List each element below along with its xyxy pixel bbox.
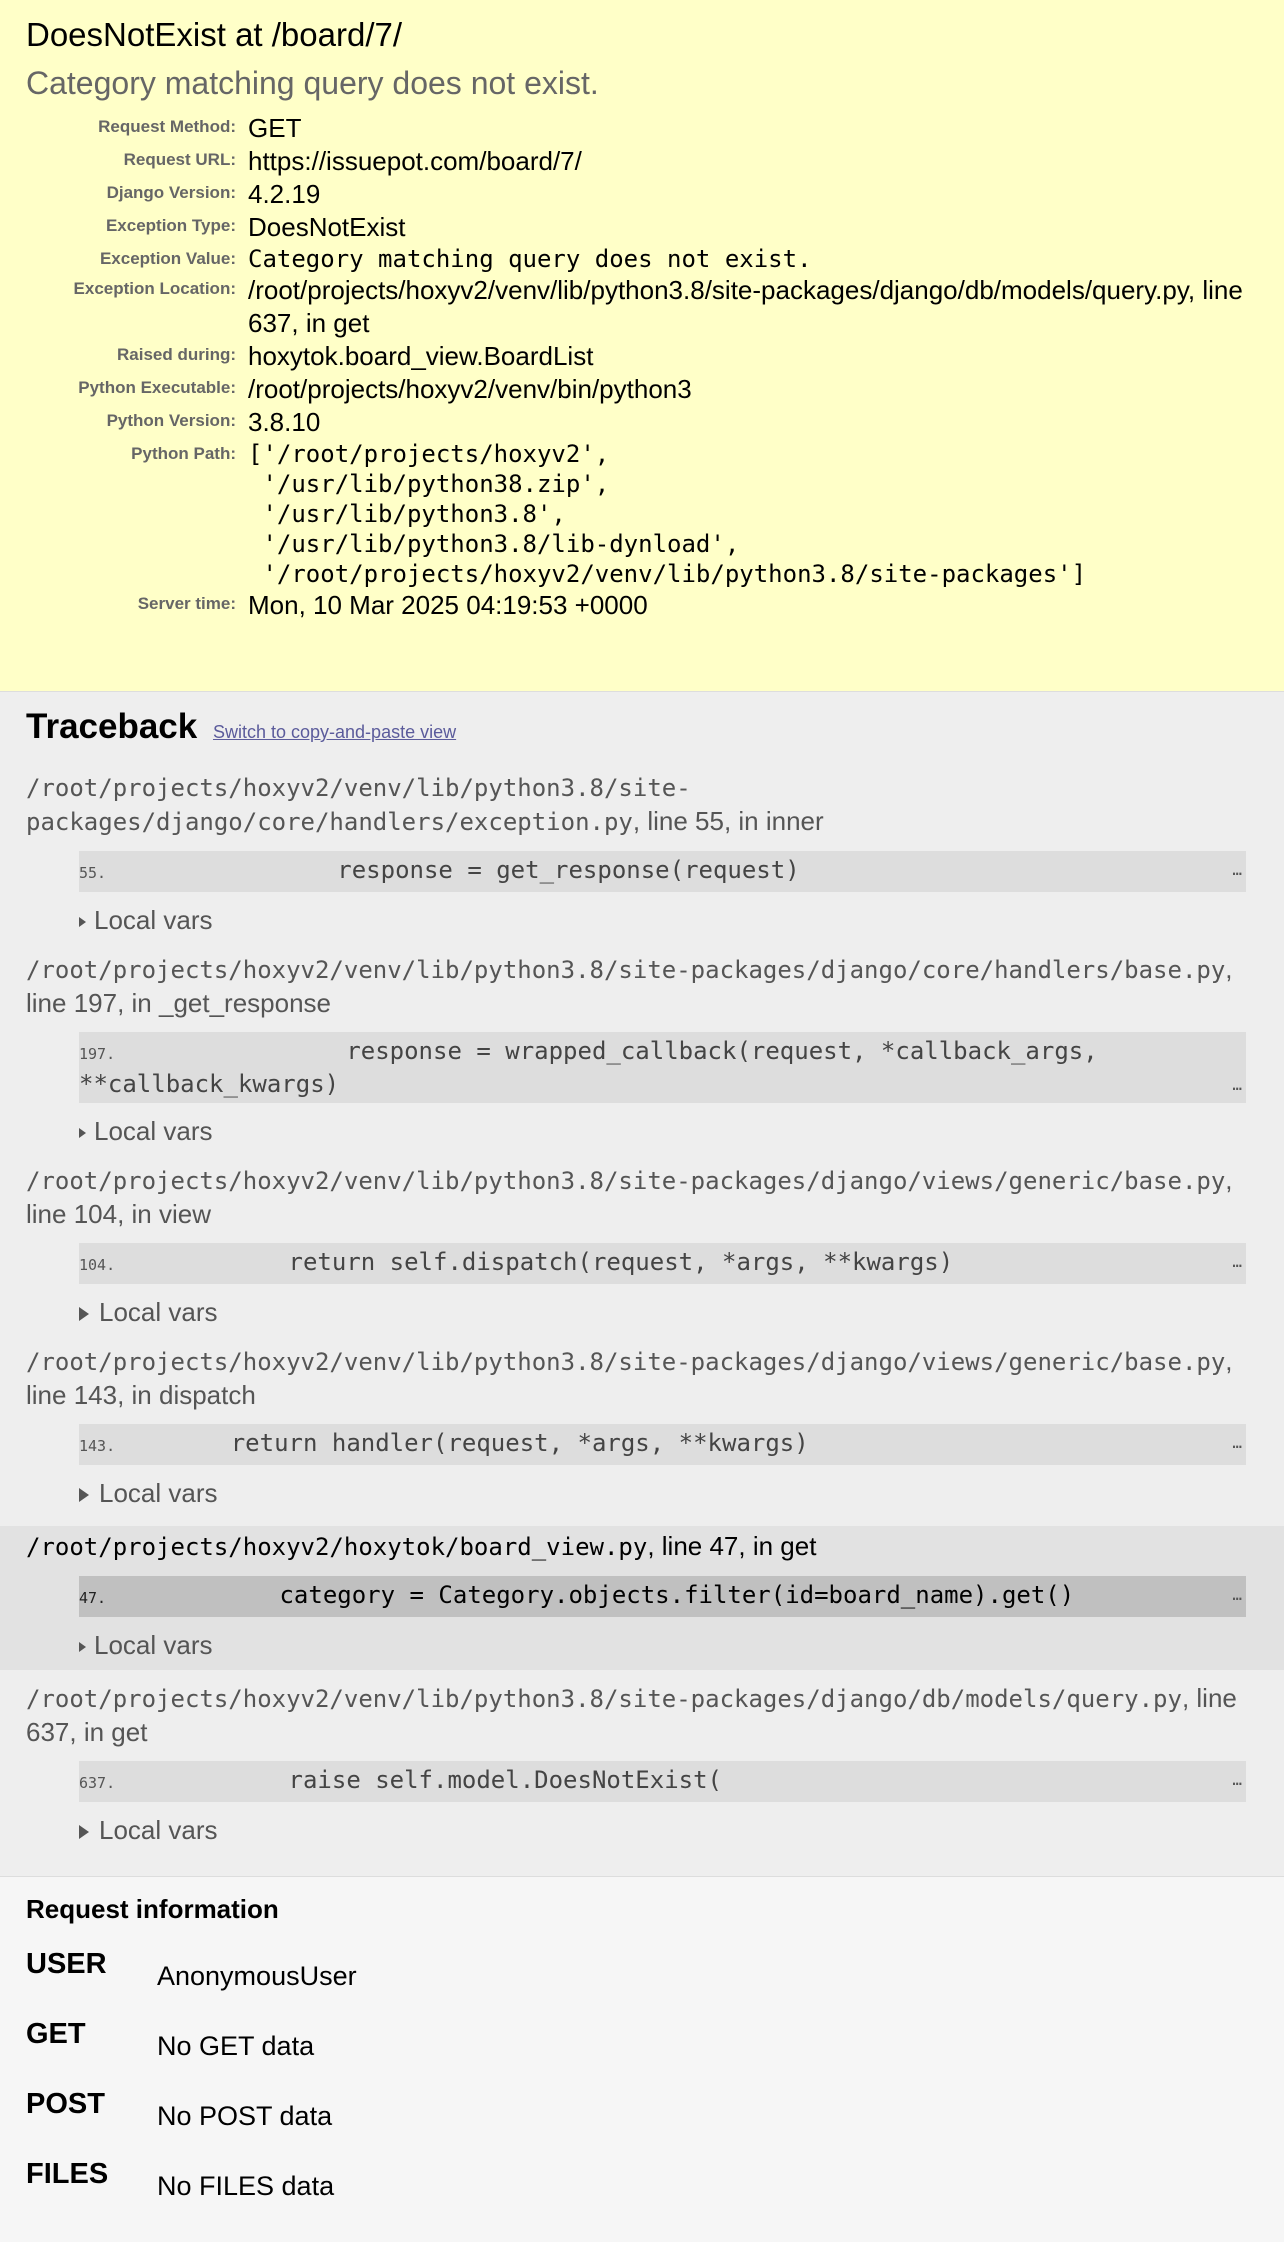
- ellipsis-icon[interactable]: …: [1232, 860, 1242, 879]
- local-vars-toggle[interactable]: [79, 1296, 1258, 1329]
- frame-filename: /root/projects/hoxyv2/venv/lib/python3.8/site-packages/django/core/handlers/exception.py: [26, 774, 691, 836]
- meta-row-server-time: [26, 589, 1258, 622]
- meta-value: GET: [248, 113, 302, 143]
- line-number: 197.: [79, 1045, 116, 1063]
- exception-message: Category matching query does not exist.: [26, 65, 599, 101]
- local-vars-label: Local vars: [94, 1630, 213, 1660]
- traceback-panel: [0, 692, 1284, 1877]
- meta-row-python-path: [26, 439, 1258, 589]
- traceback-frame: [26, 1682, 1258, 1847]
- traceback-heading: [26, 706, 1258, 753]
- meta-value: Category matching query does not exist.: [248, 245, 812, 273]
- request-row-post: [26, 2086, 1258, 2136]
- request-value: AnonymousUser: [157, 1961, 357, 1991]
- local-vars-label: Local vars: [99, 1297, 218, 1327]
- meta-row-exception-value: [26, 244, 1258, 274]
- meta-value: Mon, 10 Mar 2025 04:19:53 +0000: [248, 590, 648, 620]
- meta-row-request-url: [26, 145, 1258, 178]
- local-vars-label: Local vars: [94, 905, 213, 935]
- local-vars-toggle[interactable]: [79, 1629, 1258, 1670]
- meta-value: 3.8.10: [248, 407, 321, 437]
- summary-panel: [0, 0, 1284, 692]
- ellipsis-icon[interactable]: …: [1232, 1770, 1242, 1789]
- code-text: raise self.model.DoesNotExist(: [115, 1766, 722, 1794]
- traceback-frame: [26, 953, 1258, 1148]
- meta-label: Request URL:: [123, 150, 236, 169]
- meta-label: Django Version:: [106, 183, 236, 202]
- meta-row-python-executable: [26, 373, 1258, 406]
- context-line[interactable]: [79, 1761, 1246, 1802]
- frame-location: [26, 1526, 1258, 1564]
- context-line[interactable]: [79, 1243, 1246, 1284]
- ellipsis-icon[interactable]: …: [1232, 1252, 1242, 1271]
- meta-value: /root/projects/hoxyv2/venv/lib/python3.8/site-packages/django/db/models/query.py, line 637, in get: [248, 275, 1243, 338]
- context-line[interactable]: [79, 1424, 1246, 1465]
- meta-row-exception-location: [26, 274, 1258, 340]
- request-meta-table: [26, 112, 1258, 622]
- frame-line-info: , line 143, in dispatch: [26, 1346, 1233, 1410]
- meta-value: DoesNotExist: [248, 212, 406, 242]
- request-key: FILES: [26, 2158, 109, 2190]
- request-value: No POST data: [157, 2101, 333, 2131]
- local-vars-label: Local vars: [99, 1478, 218, 1508]
- request-key: USER: [26, 1948, 107, 1980]
- code-text: category = Category.objects.filter(id=board_name).get(): [106, 1581, 1075, 1609]
- request-row-user: [26, 1946, 1258, 1996]
- traceback-frame: [26, 771, 1258, 937]
- frame-line-info: , line 637, in get: [26, 1683, 1237, 1747]
- line-number: 637.: [79, 1774, 116, 1792]
- frame-line-info: , line 104, in view: [26, 1165, 1233, 1229]
- request-key: POST: [26, 2088, 105, 2120]
- code-text: return handler(request, *args, **kwargs): [115, 1429, 809, 1457]
- disclosure-triangle-icon: [79, 917, 86, 927]
- frame-line-info: , line 197, in _get_response: [26, 954, 1233, 1018]
- traceback-title: Traceback: [26, 707, 198, 746]
- meta-value: /root/projects/hoxyv2/venv/bin/python3: [248, 374, 692, 404]
- traceback-frame: [26, 1345, 1258, 1510]
- local-vars-toggle[interactable]: [79, 1477, 1258, 1510]
- line-number: 55.: [79, 864, 107, 882]
- meta-label: Python Executable:: [78, 378, 236, 397]
- ellipsis-icon[interactable]: …: [1232, 1075, 1242, 1094]
- meta-label: Request Method:: [98, 117, 236, 136]
- frame-filename: /root/projects/hoxyv2/venv/lib/python3.8/site-packages/django/views/generic/base.py: [26, 1348, 1226, 1376]
- switch-to-copy-paste-link[interactable]: Switch to copy-and-paste view: [212, 722, 457, 742]
- context-line[interactable]: [79, 1032, 1246, 1103]
- line-number: 104.: [79, 1256, 116, 1274]
- meta-label: Python Path:: [131, 444, 236, 463]
- disclosure-triangle-icon: [79, 1488, 89, 1502]
- context-line[interactable]: [79, 1576, 1246, 1617]
- frame-filename: /root/projects/hoxyv2/hoxytok/board_view.py: [26, 1533, 648, 1561]
- disclosure-triangle-icon: [79, 1128, 86, 1138]
- request-value: No GET data: [157, 2031, 315, 2061]
- local-vars-toggle[interactable]: [79, 1115, 1258, 1148]
- disclosure-triangle-icon: [79, 1642, 86, 1652]
- request-row-get: [26, 2016, 1258, 2066]
- meta-value: https://issuepot.com/board/7/: [248, 146, 582, 176]
- local-vars-label: Local vars: [99, 1815, 218, 1845]
- request-key: GET: [26, 2018, 86, 2050]
- meta-label: Exception Location:: [73, 279, 236, 298]
- traceback-frame-user: [0, 1526, 1284, 1670]
- meta-row-raised-during: [26, 340, 1258, 373]
- meta-row-django-version: [26, 178, 1258, 211]
- local-vars-toggle[interactable]: [79, 904, 1258, 937]
- ellipsis-icon[interactable]: …: [1232, 1433, 1242, 1452]
- frame-location: [26, 771, 1258, 839]
- meta-label: Exception Value:: [99, 249, 236, 268]
- frame-location: [26, 1682, 1258, 1749]
- meta-value: ['/root/projects/hoxyv2', '/usr/lib/python38.zip', '/usr/lib/python3.8', '/usr/lib/python3.8/lib-dynload', '/root/projects/hoxyv2/venv/lib/python3.8/site-packages']: [248, 440, 1087, 588]
- frame-filename: /root/projects/hoxyv2/venv/lib/python3.8/site-packages/django/db/models/query.py: [26, 1685, 1182, 1713]
- page-title: DoesNotExist at /board/7/: [26, 16, 403, 53]
- request-information-panel: [0, 1877, 1284, 2242]
- meta-label: Python Version:: [106, 411, 236, 430]
- frame-line-info: , line 47, in get: [647, 1531, 817, 1561]
- meta-label: Raised during:: [116, 345, 236, 364]
- frame-line-info: , line 55, in inner: [632, 806, 824, 836]
- traceback-frame: [26, 1164, 1258, 1329]
- disclosure-triangle-icon: [79, 1825, 89, 1839]
- frame-location: [26, 1164, 1258, 1231]
- line-number: 47.: [79, 1589, 107, 1607]
- line-number: 143.: [79, 1437, 116, 1455]
- code-text: response = wrapped_callback(request, *callback_args, **callback_kwargs): [79, 1037, 1113, 1098]
- request-value: No FILES data: [157, 2171, 335, 2201]
- local-vars-label: Local vars: [94, 1116, 213, 1146]
- disclosure-triangle-icon: [79, 1307, 89, 1321]
- code-text: return self.dispatch(request, *args, **kwargs): [115, 1248, 954, 1276]
- local-vars-toggle[interactable]: [79, 1814, 1258, 1847]
- meta-row-request-method: [26, 112, 1258, 145]
- frame-filename: /root/projects/hoxyv2/venv/lib/python3.8/site-packages/django/views/generic/base.py: [26, 1167, 1226, 1195]
- request-info-heading: Request information: [26, 1894, 279, 1924]
- meta-label: Exception Type:: [105, 216, 236, 235]
- meta-row-python-version: [26, 406, 1258, 439]
- ellipsis-icon[interactable]: …: [1232, 1585, 1242, 1604]
- code-text: response = get_response(request): [106, 856, 800, 884]
- frame-location: [26, 953, 1258, 1020]
- meta-value: 4.2.19: [248, 179, 321, 209]
- frame-location: [26, 1345, 1258, 1412]
- frame-filename: /root/projects/hoxyv2/venv/lib/python3.8/site-packages/django/core/handlers/base.py: [26, 956, 1226, 984]
- meta-value: hoxytok.board_view.BoardList: [248, 341, 594, 371]
- request-row-files: [26, 2156, 1258, 2206]
- context-line[interactable]: [79, 851, 1246, 892]
- meta-label: Server time:: [137, 594, 236, 613]
- meta-row-exception-type: [26, 211, 1258, 244]
